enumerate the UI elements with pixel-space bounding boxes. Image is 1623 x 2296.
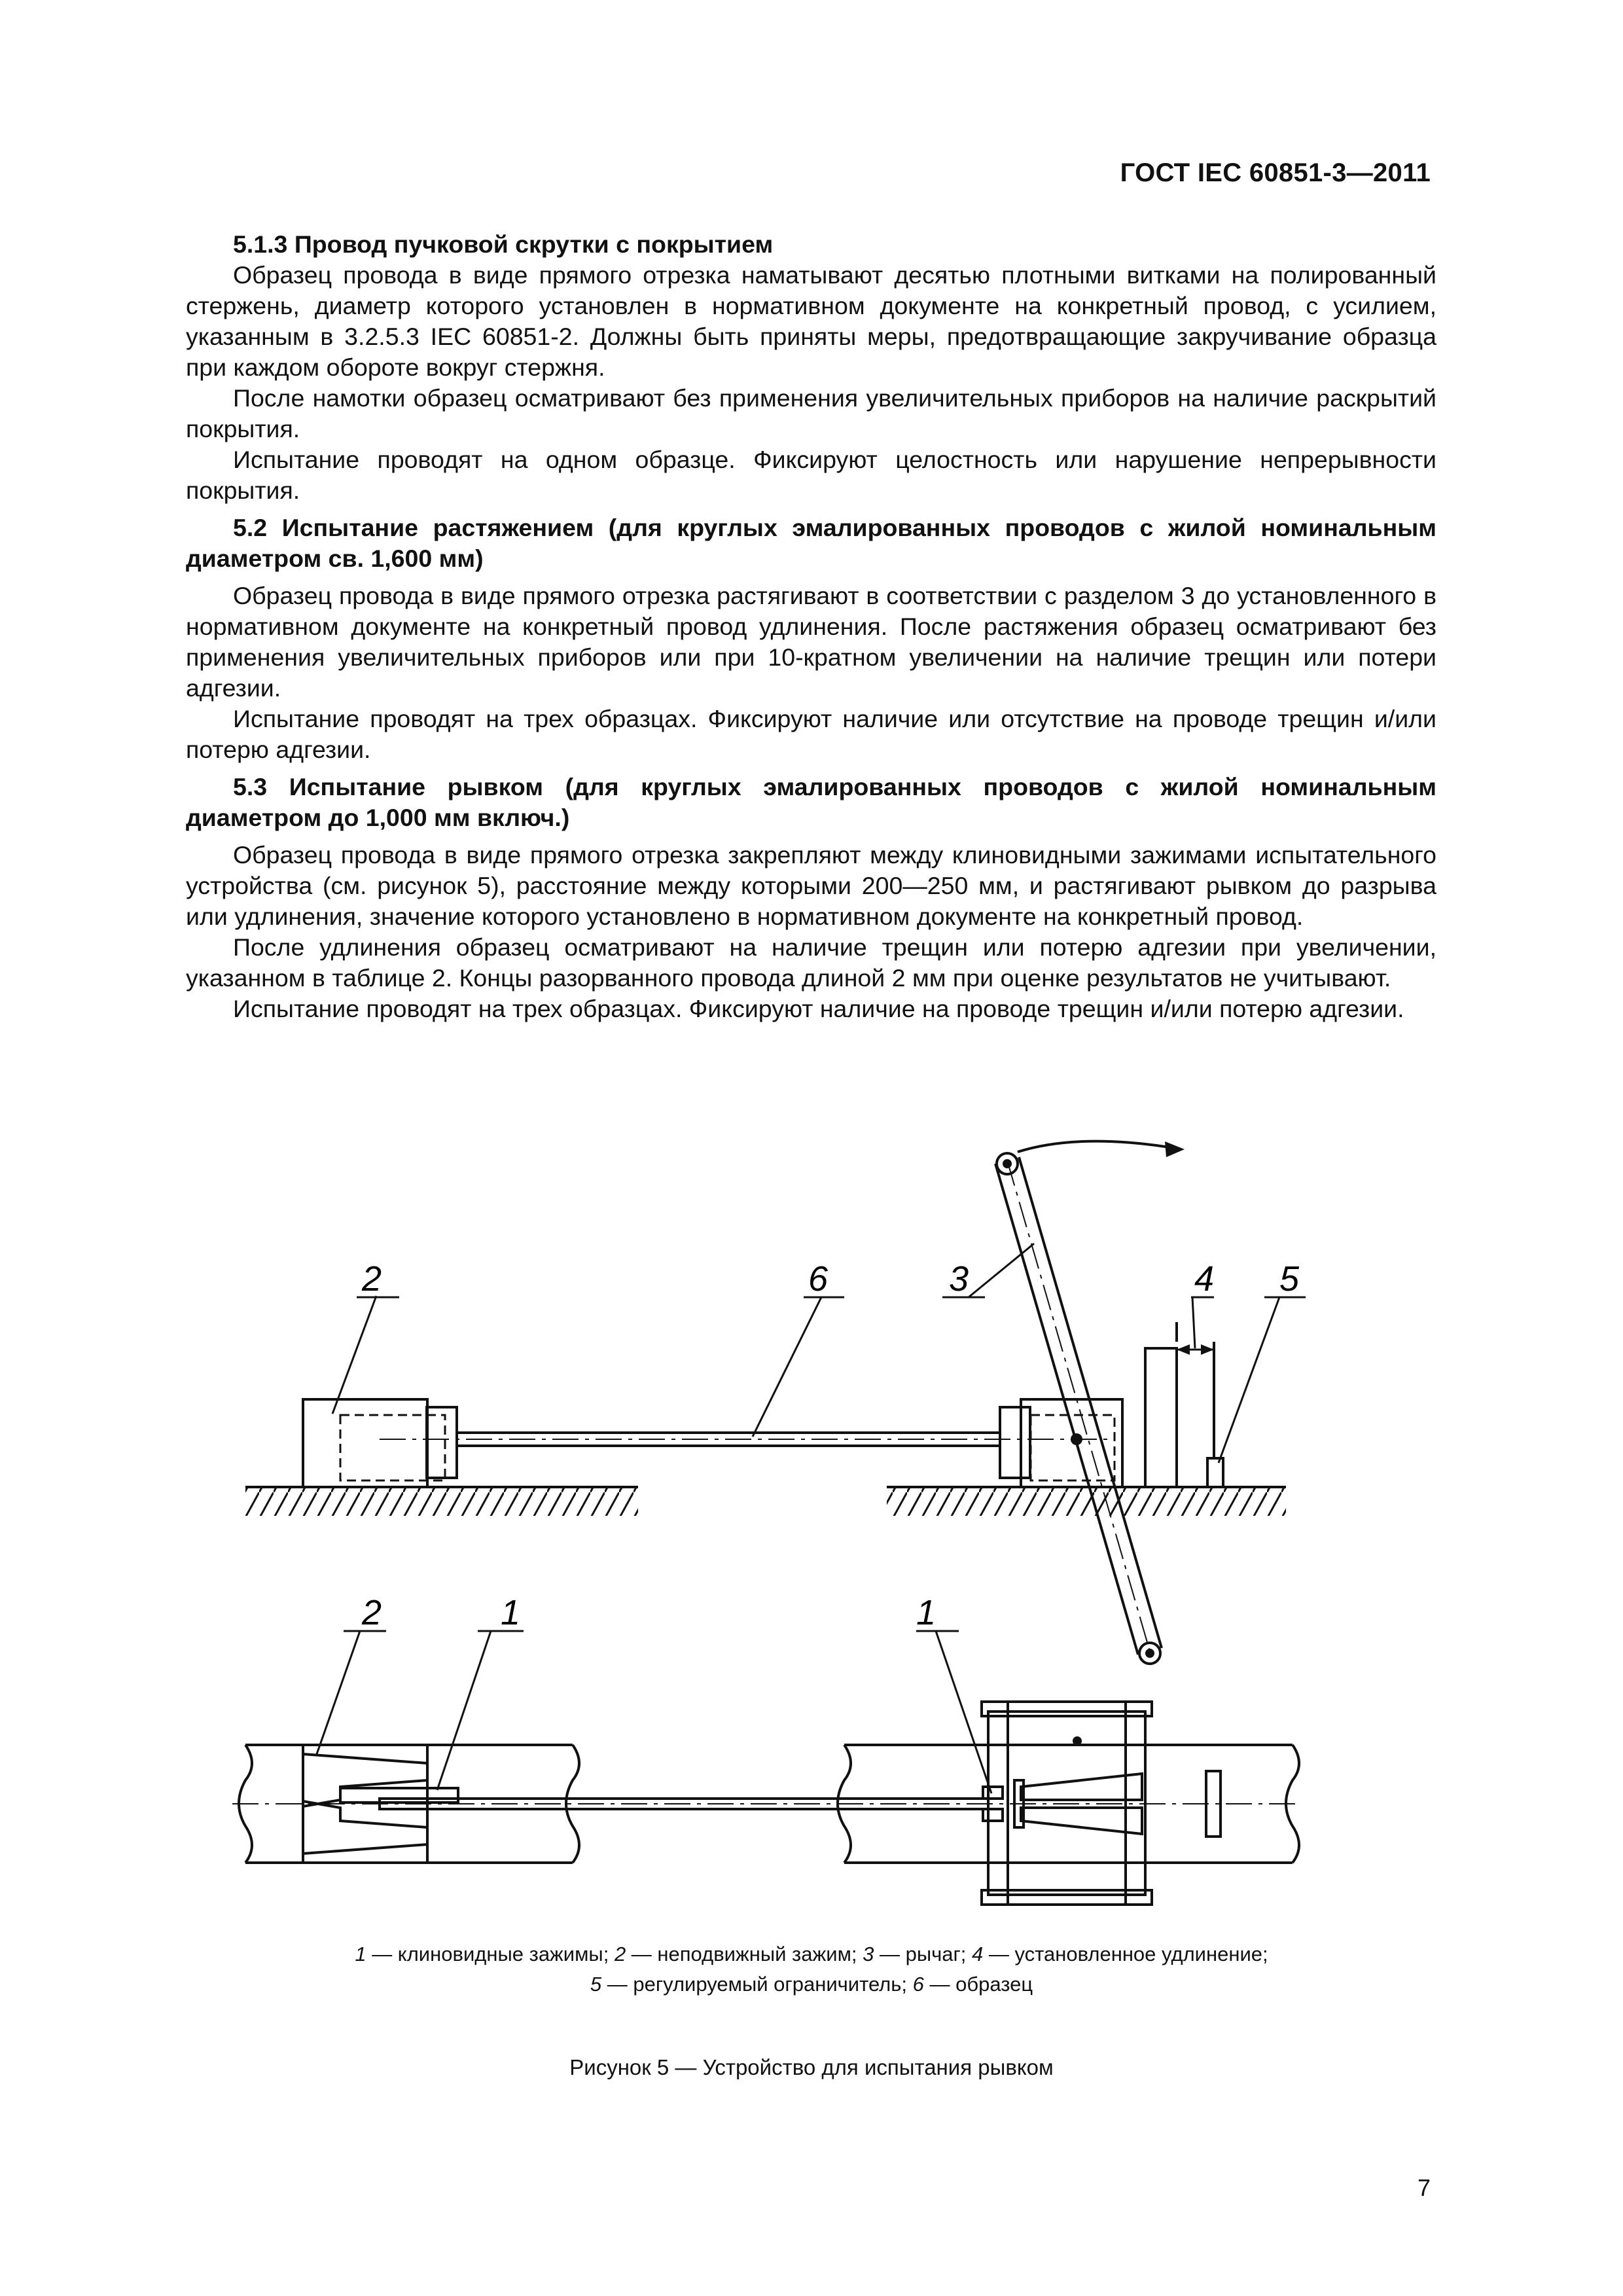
section-5-1-3-paragraph-2: После намотки образец осматривают без применения увеличительных приборов на наличие раскрытий покрытия. bbox=[186, 384, 1436, 442]
section-5-1-3-title: 5.1.3 Провод пучковой скрутки с покрытием bbox=[233, 230, 774, 258]
label-5: 5 bbox=[1279, 1259, 1300, 1299]
label-1-right: 1 bbox=[916, 1593, 936, 1632]
right-wedge-jaw-top bbox=[1021, 1774, 1142, 1800]
section-5-1-3-paragraph-1: Образец провода в виде прямого отрезка наматывают десятью плотными витками на полированный стержень, диаметр которого установлен в нормативном документе на конкретный провод, с усилием, указанным в 3.2.5.3 IEC 60851-2. Должны быть приняты меры, предотвращающие закручивание образца при каждом обороте вокруг стержня. bbox=[186, 261, 1436, 381]
movable-clamp-block bbox=[1021, 1399, 1122, 1487]
left-grip-head bbox=[427, 1407, 457, 1478]
label-2-side: 2 bbox=[362, 1259, 382, 1299]
document-code: ГОСТ IEC 60851-3—2011 bbox=[1120, 158, 1431, 187]
section-5-3-title: 5.3 Испытание рывком (для круглых эмалированных проводов с жилой номинальным диаметром до 1,000 мм включ.) bbox=[186, 773, 1436, 831]
elongation-block bbox=[1145, 1348, 1177, 1487]
left-wedge-insert bbox=[340, 1788, 458, 1803]
label-3: 3 bbox=[949, 1259, 969, 1299]
section-5-2-paragraph-1: Образец провода в виде прямого отрезка растягивают в соответствии с разделом 3 до установленного в нормативном документе на конкретный провод удлинения. После растяжения образец осматривают без применения увеличительных приборов или при 10-кратном увеличении на наличие трещин или потери адгезии. bbox=[186, 582, 1436, 702]
right-wedge-jaw-bottom bbox=[1021, 1808, 1142, 1834]
section-5-1-3-paragraph-3: Испытание проводят на одном образце. Фиксируют целостность или нарушение непрерывности покрытия. bbox=[186, 446, 1436, 504]
figure-legend-line-2: 5 — регулируемый ограничитель; 6 — образец bbox=[590, 1973, 1033, 1996]
fixed-clamp-block bbox=[303, 1399, 427, 1487]
figure-caption: Рисунок 5 — Устройство для испытания рывком bbox=[569, 2055, 1054, 2079]
label-4: 4 bbox=[1194, 1259, 1215, 1299]
section-5-2-paragraph-2: Испытание проводят на трех образцах. Фиксируют наличие или отсутствие на проводе трещин и/или потерю адгезии. bbox=[186, 705, 1436, 763]
section-5-3-paragraph-2: После удлинения образец осматривают на наличие трещин или потерю адгезии при увеличении, указанном в таблице 2. Концы разорванного провода длиной 2 мм при оценке результатов не учитывают. bbox=[186, 933, 1436, 992]
page-number: 7 bbox=[1417, 2174, 1431, 2201]
section-5-3-paragraph-1: Образец провода в виде прямого отрезка закрепляют между клиновидными зажимами испытательного устройства (см. рисунок 5), расстояние между которыми 200—250 мм, и растягивают рывком до разрыва или удлинения, значение которого установлено в нормативном документе на конкретный провод. bbox=[186, 841, 1436, 930]
right-grip-head bbox=[1000, 1407, 1030, 1478]
motion-arrow bbox=[1018, 1141, 1178, 1152]
jerk-test-apparatus-diagram bbox=[0, 1126, 1623, 1990]
label-6: 6 bbox=[808, 1259, 829, 1299]
adjustable-stop bbox=[1207, 1458, 1223, 1487]
figure-5-drawing bbox=[0, 1126, 1623, 1990]
ground-hatch-right bbox=[887, 1488, 1286, 1516]
label-2-plan: 2 bbox=[362, 1593, 382, 1632]
section-5-2-title: 5.2 Испытание растяжением (для круглых эмалированных проводов с жилой номинальным диаметром св. 1,600 мм) bbox=[186, 514, 1436, 572]
figure-legend-line-1: 1 — клиновидные зажимы; 2 — неподвижный зажим; 3 — рычаг; 4 — установленное удлинение; bbox=[355, 1943, 1268, 1965]
label-1-left: 1 bbox=[501, 1593, 521, 1632]
section-5-3-paragraph-3: Испытание проводят на трех образцах. Фиксируют наличие на проводе трещин и/или потерю адгезии. bbox=[233, 995, 1404, 1022]
body-text bbox=[186, 229, 1436, 1024]
ground-hatch-left bbox=[245, 1488, 638, 1516]
